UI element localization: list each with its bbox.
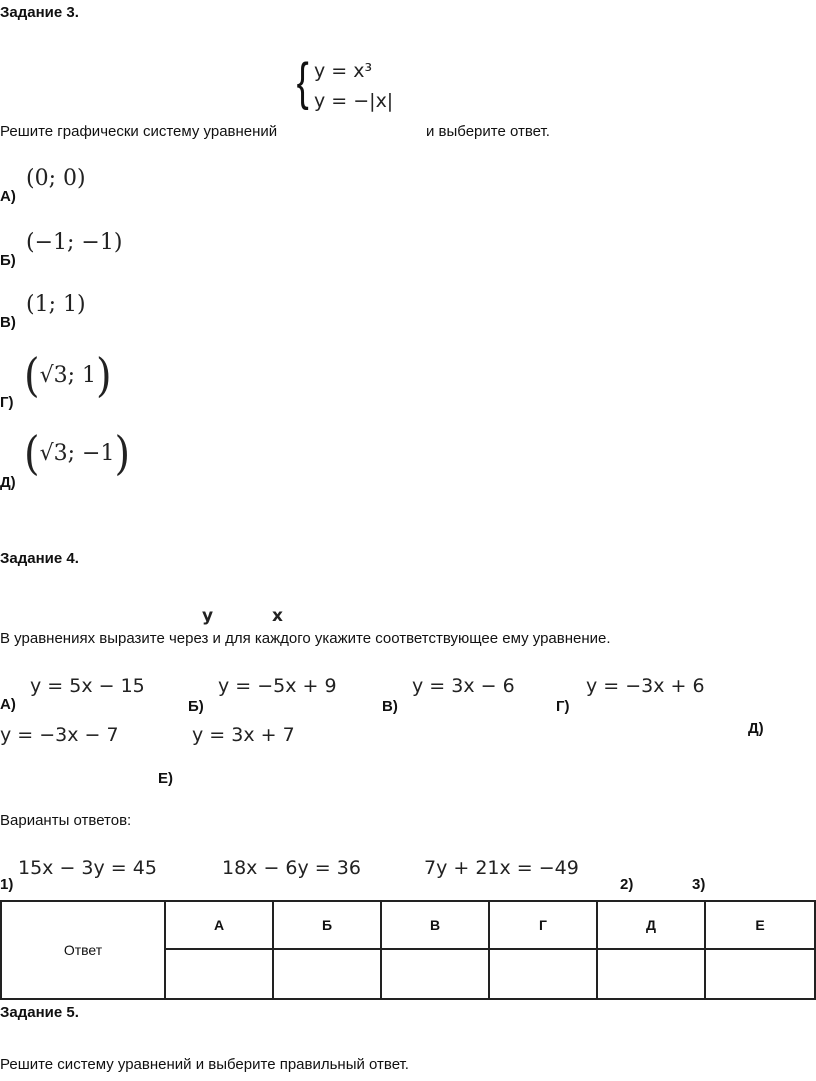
answer-table (0, 900, 816, 1000)
task4-eq-math: y = 3x − 6 (412, 675, 515, 697)
task3-option-label: Д) (0, 474, 16, 491)
answer-cell[interactable] (705, 949, 815, 999)
variants-title: Варианты ответов: (0, 812, 132, 829)
task3-option-label: В) (0, 314, 16, 331)
task3-option-math: (−1; −1) (26, 230, 123, 255)
answer-row-header: Ответ (1, 901, 165, 999)
right-paren-icon: ) (114, 427, 131, 481)
answer-col-header: А (165, 901, 273, 949)
task4-eq-label: Б) (188, 698, 204, 715)
task4-eq-label: В) (382, 698, 398, 715)
left-paren-icon: ( (24, 349, 40, 403)
answer-col-header: Б (273, 901, 381, 949)
task3-option-math: √3; −1 (39, 441, 115, 466)
task4-eq-math: y = 3x + 7 (192, 724, 295, 746)
right-paren-icon: ) (96, 349, 112, 403)
task3-option-label: Г) (0, 394, 14, 411)
task3-option-math: (1; 1) (26, 292, 86, 317)
task3-option-math: √3; 1 (39, 363, 97, 388)
task4-title: Задание 4. (0, 550, 79, 567)
variant-label: 3) (692, 876, 706, 893)
answer-cell[interactable] (597, 949, 705, 999)
variant-math: 7y + 21x = −49 (424, 857, 579, 879)
variant-math: 18x − 6y = 36 (222, 857, 361, 879)
answer-cell[interactable] (165, 949, 273, 999)
task4-var-y: y (202, 606, 214, 626)
left-brace-icon: { (296, 53, 309, 111)
task3-option-math: (0; 0) (26, 166, 86, 191)
task4-eq-math: y = −3x + 6 (586, 675, 705, 697)
task4-eq-label: Г) (556, 698, 570, 715)
task4-eq-label: Е) (158, 770, 173, 787)
answer-cell[interactable] (273, 949, 381, 999)
answer-cell[interactable] (489, 949, 597, 999)
task4-eq-math: y = 5x − 15 (30, 675, 145, 697)
task3-option-label: А) (0, 188, 16, 205)
task5-prompt: Решите систему уравнений и выберите правильный ответ. (0, 1056, 409, 1073)
task3-prompt-before: Решите графически систему уравнений (0, 123, 278, 140)
task3-option-label: Б) (0, 252, 16, 269)
task3-title: Задание 3. (0, 4, 79, 21)
task4-eq-label: Д) (748, 720, 764, 737)
task5-title: Задание 5. (0, 1004, 79, 1021)
answer-col-header: Д (597, 901, 705, 949)
variant-math: 15x − 3y = 45 (18, 857, 157, 879)
answer-cell[interactable] (381, 949, 489, 999)
task3-option-math-wrap (24, 427, 131, 481)
task3-option-math-wrap (24, 349, 112, 403)
task4-eq-math: y = −3x − 7 (0, 724, 119, 746)
task4-var-x: x (272, 606, 283, 626)
answer-col-header: Г (489, 901, 597, 949)
task4-prompt: В уравнениях выразите через и для каждого укажите соответствующее ему уравнение. (0, 630, 611, 647)
task4-eq-label: А) (0, 696, 16, 713)
answer-col-header: Е (705, 901, 815, 949)
variant-label: 1) (0, 876, 14, 893)
variant-label: 2) (620, 876, 634, 893)
system-eq2: y = −|x| (314, 90, 394, 112)
left-paren-icon: ( (24, 427, 40, 481)
task4-eq-math: y = −5x + 9 (218, 675, 337, 697)
system-eq1: y = x³ (314, 60, 373, 82)
task3-prompt-after: и выберите ответ. (426, 123, 550, 140)
answer-col-header: В (381, 901, 489, 949)
